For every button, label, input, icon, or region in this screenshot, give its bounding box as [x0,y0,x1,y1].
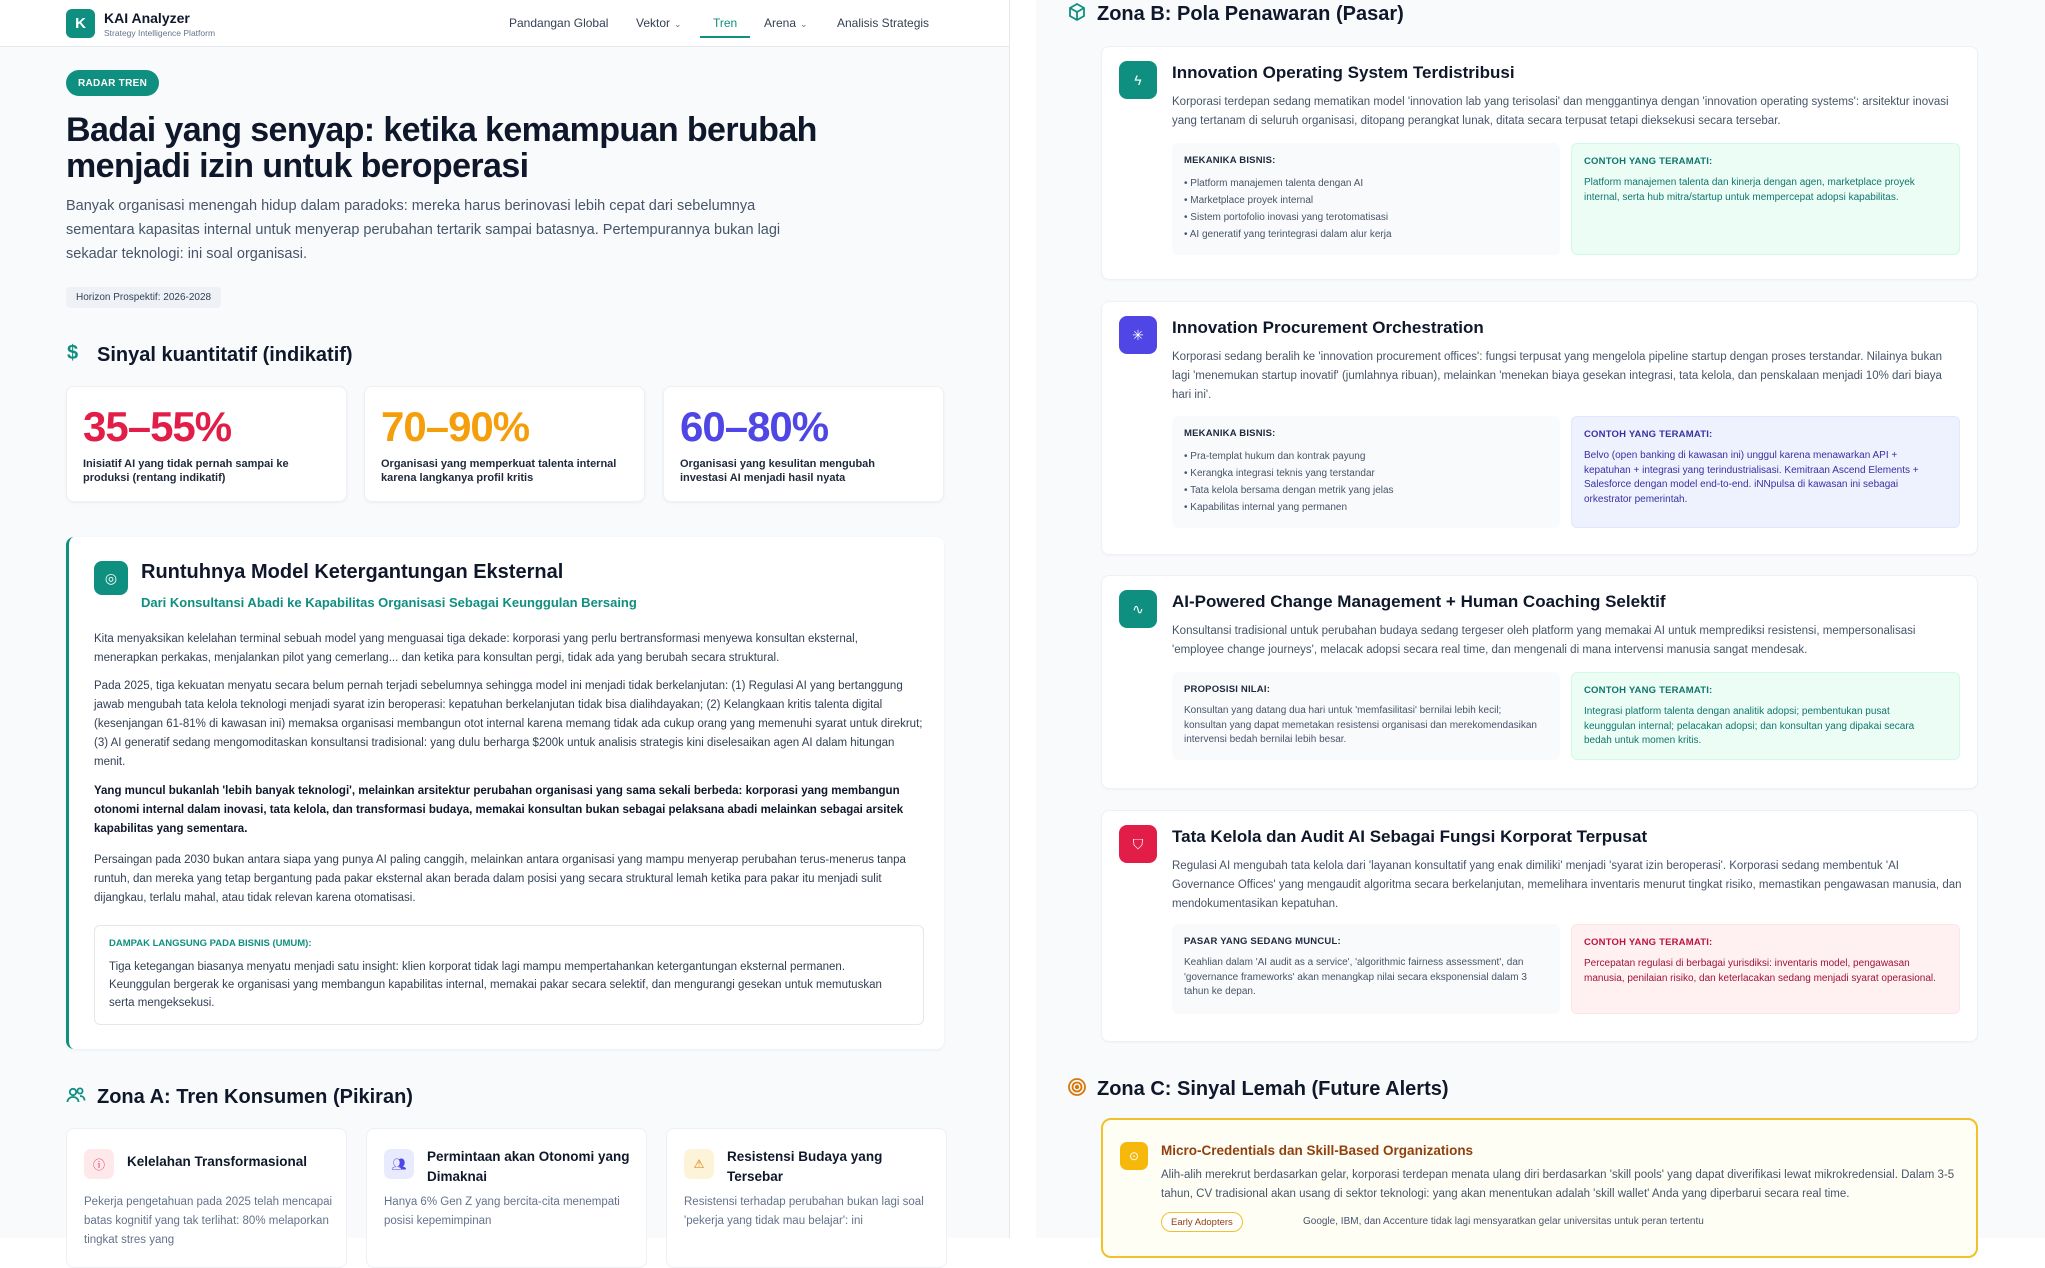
sparkle-icon: ✳ [1119,316,1157,354]
users-icon: 👥︎ [384,1149,414,1179]
mechanics-list [1184,448,1544,516]
example-title: CONTOH YANG TERAMATI: [1584,429,1713,440]
nav-item-arena[interactable]: Arena ⌄ [764,16,808,30]
brand-subtitle: Strategy Intelligence Platform [104,28,216,38]
value-title: PROPOSISI NILAI: [1184,684,1271,695]
chevron-down-icon: ⌄ [674,19,682,29]
market-title: PASAR YANG SEDANG MUNCUL: [1184,936,1341,947]
cube-icon [1067,2,1087,28]
offer-card-desc: Konsultansi tradisional untuk perubahan budaya sedang tergeser oleh platform yang memakai AI untuk memprediksi resistensi, mempersonalisasi 'employee change journeys', melacak adopsi secara real time, dan mengenali di mana intervensi manusia sangat mendesak. [1172,625,1916,656]
impact-box [94,925,924,1025]
example-box [1571,416,1960,528]
value-box [1172,672,1560,760]
lightning-icon: ϟ [1119,61,1157,99]
weak-signal-card [1101,1118,1978,1258]
impact-title: DAMPAK LANGSUNG PADA BISNIS (UMUM): [109,938,312,949]
mechanics-box [1172,416,1560,528]
nav-item-vektor[interactable]: Vektor ⌄ [636,16,682,30]
left-panel [0,0,1010,1246]
collapse-card [66,537,944,1049]
zone-c-heading: Zona C: Sinyal Lemah (Future Alerts) [1097,1078,1449,1100]
list-item: • Kapabilitas internal yang permanen [1184,499,1544,516]
offer-card [1101,46,1978,280]
offer-card-title: Innovation Operating System Terdistribusi [1172,63,1515,82]
list-item: • Marketplace proyek internal [1184,192,1544,209]
alert-icon: ⓘ [84,1149,114,1179]
mechanics-title: MEKANIKA BISNIS: [1184,428,1276,439]
zone-a-heading: Zona A: Tren Konsumen (Pikiran) [97,1086,413,1108]
offer-card-title: Tata Kelola dan Audit AI Sebagai Fungsi Korporat Terpusat [1172,827,1648,846]
list-item: • Platform manajemen talenta dengan AI [1184,175,1544,192]
trend-card-title: Kelelahan Transformasional [127,1154,308,1169]
offer-card-desc: Korporasi terdepan sedang mematikan model 'innovation lab yang terisolasi' dan menggantinya dengan 'innovation operating systems': arsitektur inovasi yang tertanam di seluruh organisasi, ditopang perangkat lunak, ditata secara terpusat tetapi dieksekusi secara tersebar. [1172,96,1949,127]
example-box [1571,143,1960,255]
list-item: • Sistem portofolio inovasi yang terotomatisasi [1184,209,1544,226]
trend-card-title: Resistensi Budaya yang Tersebar [727,1149,883,1184]
example-body: Percepatan regulasi di berbagai yurisdiksi: inventaris model, pengawasan manusia, penilaian risiko, dan keterlacakan sedang menjadi syarat operasional. [1584,958,1936,984]
trend-card-body: Pekerja pengetahuan pada 2025 telah mencapai batas kognitif yang tak terlihat: 80% melaporkan tingkat stres yang [84,1196,333,1246]
activity-icon: ∿ [1119,590,1157,628]
stat-label: Organisasi yang kesulitan mengubah investasi AI menjadi hasil nyata [680,458,875,484]
mechanics-list [1184,175,1544,243]
collapse-title: Runtuhnya Model Ketergantungan Eksternal [141,561,564,583]
stat-label: Inisiatif AI yang tidak pernah sampai ke produksi (rentang indikatif) [83,458,289,484]
market-body: Keahlian dalam 'AI audit as a service', 'algorithmic fairness assessment', dan 'governance frameworks' akan menangkap nilai secara eksponensial dalam 3 tahun ke depan. [1184,957,1527,997]
example-title: CONTOH YANG TERAMATI: [1584,937,1713,948]
impact-body: Tiga ketegangan biasanya menyatu menjadi satu insight: klien korporat tidak lagi mampu mempertahankan ketergantungan eksternal permanen. Keunggulan bergerak ke organisasi yang membangun kapabilitas internal, memakai pakar secara selektif, dan mengurangi gesekan untuk memutuskan serta mengeksekusi. [109,961,882,1009]
panel-gap [1010,0,1036,1238]
nav-item-global[interactable]: Pandangan Global [509,16,609,30]
list-item: • Pra-templat hukum dan kontrak payung [1184,448,1544,465]
offer-card [1101,301,1978,555]
trend-card-title: Permintaan akan Otonomi yang Dimaknai [427,1149,630,1184]
collapse-paragraph: Kita menyaksikan kelelahan terminal sebuah model yang menguasai tiga dekade: korporasi yang perlu bertransformasi menyewa konsultan eksternal, menerapkan perkakas, menjalankan pilot yang cemerlang... dan ketika para konsultan pergi, tidak ada yang berubah secara struktural. [94,633,858,664]
offer-card [1101,810,1978,1042]
lead-paragraph: Banyak organisasi menengah hidup dalam paradoks: mereka harus berinovasi lebih cepat dari sebelumnya sementara kapasitas internal untuk menyerap perubahan tertarik sampai batasnya. Pertempurannya bukan lagi sekadar teknologi: ini soal organisasi. [66,198,781,262]
offer-card-desc: Korporasi sedang beralih ke 'innovation procurement offices': fungsi terpusat yang mengelola pipeline startup dengan proses terstandar. Nilainya bukan lagi 'menemukan startup inovatif' (jumlahnya ribuan), melainkan 'menekan biaya gesekan integrasi, tata kelola, dan penskalaan menjadi 10% dari biaya hari ini'. [1172,351,1943,401]
example-body: Integrasi platform talenta dengan analitik adopsi; pembentukan pusat keunggulan internal; pelacakan adopsi; dan konsultan yang dipakai secara bedah untuk momen kritis. [1584,706,1915,746]
horizon-badge: Horizon Prospektif: 2026-2028 [66,287,221,308]
trend-card-body: Resistensi terhadap perubahan bukan lagi soal 'pekerja yang tidak mau belajar': ini [684,1196,924,1227]
offer-card [1101,575,1978,789]
target-icon: ◎ [94,561,128,595]
example-box [1571,672,1960,760]
trend-card-body: Hanya 6% Gen Z yang bercita-cita menempati posisi kepemimpinan [384,1196,620,1227]
example-body: Belvo (open banking di kawasan ini) unggul karena menawarkan API + kepatuhan + integrasi yang terindustrialisasi. Kemitraan Ascend Elements + Salesforce dengan model end-to-end. iNNpulsa di kawasan ini sebagai orkestrator pemerintah. [1584,450,1919,505]
market-box [1172,924,1560,1014]
weak-signal-body: Alih-alih merekrut berdasarkan gelar, korporasi terdepan menata ulang diri berdasarkan 'skill pools' yang dapat diverifikasi lewat mikrokredensial. Dalam 3-5 tahun, CV tradisional akan usang di sektor teknologi: yang akan menentukan adalah 'skill wallet' Anda yang diperbarui secara real time. [1161,1169,1955,1200]
target-icon [1067,1077,1087,1103]
offer-card-title: Innovation Procurement Orchestration [1172,318,1484,337]
stat-card [663,386,944,502]
nav-item-tren[interactable]: Tren [713,16,738,30]
stat-label: Organisasi yang memperkuat talenta internal karena langkanya profil kritis [381,458,617,484]
early-adopters-badge: Early Adopters [1161,1212,1243,1232]
collapse-paragraph: Persaingan pada 2030 bukan antara siapa yang punya AI paling canggih, melainkan antara organisasi yang mampu menyerap perubahan terus-menerus tanpa runtuh, dan mereka yang tetap bergantung pada pakar eksternal akan berada dalam posisi yang secara struktural lemah ketika para pakar itu menjadi sulit dijangkau, terlalu mahal, atau tidak relevan karena otomatisasi. [94,854,906,904]
chevron-down-icon: ⌄ [800,19,808,29]
active-tab-indicator [700,36,750,38]
mechanics-box [1172,143,1560,255]
shield-icon: ⛉ [1119,825,1157,863]
nav-item-analisis[interactable]: Analisis Strategis [837,16,930,30]
warning-icon: ⚠ [684,1149,714,1179]
list-item: • Tata kelola bersama dengan metrik yang jelas [1184,482,1544,499]
example-title: CONTOH YANG TERAMATI: [1584,685,1713,696]
example-box [1571,924,1960,1014]
mechanics-title: MEKANIKA BISNIS: [1184,155,1276,166]
list-item: • Kerangka integrasi teknis yang terstandar [1184,465,1544,482]
top-nav [0,0,1009,47]
users-icon [66,1085,86,1110]
zone-b-heading: Zona B: Pola Penawaran (Pasar) [1097,3,1404,25]
early-adopters-note: Google, IBM, dan Accenture tidak lagi mensyaratkan gelar universitas untuk peran tertentu [1303,1216,1704,1227]
trend-card[interactable] [66,1128,347,1268]
alert-icon: ⊙ [1120,1142,1148,1170]
trend-card[interactable] [666,1128,947,1268]
signals-heading: Sinyal kuantitatif (indikatif) [97,344,353,366]
value-body: Konsultan yang datang dua hari untuk 'memfasilitasi' bernilai lebih kecil; konsultan yang dapat memetakan resistensi organisasi dan merekomendasikan intervensi bedah bernilai lebih besar. [1184,705,1537,745]
stat-value: 35–55% [83,403,232,450]
collapse-paragraph-emphasis: Yang muncul bukanlah 'lebih banyak teknologi', melainkan arsitektur perubahan organisasi yang sama sekali berbeda: korporasi yang membangun otonomi internal dalam inovasi, tata kelola, dan transformasi budaya, memakai konsultan bukan sebagai pelaksana abadi melainkan sebagai arsitek kapabilitas yang sementara. [94,785,904,835]
collapse-subtitle: Dari Konsultansi Abadi ke Kapabilitas Organisasi Sebagai Keunggulan Bersaing [141,595,637,610]
page-title: Badai yang senyap: ketika kemampuan berubah menjadi izin untuk beroperasi [66,111,817,185]
dollar-icon: $ [67,342,79,364]
stat-value: 60–80% [680,403,829,450]
trend-radar-pill: RADAR TREN [66,70,159,96]
stat-card [364,386,645,502]
collapse-paragraph: Pada 2025, tiga kekuatan menyatu secara belum pernah terjadi sebelumnya sehingga model ini menjadi tidak berkelanjutan: (1) Regulasi AI yang bertanggung jawab mengubah tata kelola teknologi menjadi syarat izin beroperasi: kepatuhan berkelanjutan tidak bisa dialihdayakan; (2) Kelangkaan kritis talenta digital (kesenjangan 61-81% di kawasan ini) memaksa organisasi membangun otot internal karena memang tidak ada cukup orang yang memenuhi syarat untuk direkrut; (3) AI generatif sedang mengomoditaskan konsultansi tradisional: yang dulu berharga $200k untuk analisis strategis kini diselesaikan agen AI dalam hitungan menit. [94,680,923,768]
offer-card-title: AI-Powered Change Management + Human Coaching Selektif [1172,592,1666,611]
stat-card [66,386,347,502]
weak-signal-title: Micro-Credentials dan Skill-Based Organizations [1161,1143,1474,1158]
list-item: • AI generatif yang terintegrasi dalam alur kerja [1184,226,1544,243]
offer-card-desc: Regulasi AI mengubah tata kelola dari 'layanan konsultatif yang enak dimiliki' menjadi 'syarat izin beroperasi'. Korporasi sedang membentuk 'AI Governance Offices' yang mengaudit algoritma secara berkelanjutan, memelihara inventaris menurut tingkat risiko, memastikan pengawasan manusia, dan mendokumentasikan kepatuhan. [1172,860,1962,910]
brand-name: KAI Analyzer [104,10,190,26]
app-logo[interactable]: K [66,9,95,38]
stat-value: 70–90% [381,403,530,450]
trend-card[interactable] [366,1128,647,1268]
example-title: CONTOH YANG TERAMATI: [1584,156,1713,167]
example-body: Platform manajemen talenta dan kinerja dengan agen, marketplace proyek internal, serta hub mitra/startup untuk mempercepat adopsi kapabilitas. [1584,177,1915,203]
